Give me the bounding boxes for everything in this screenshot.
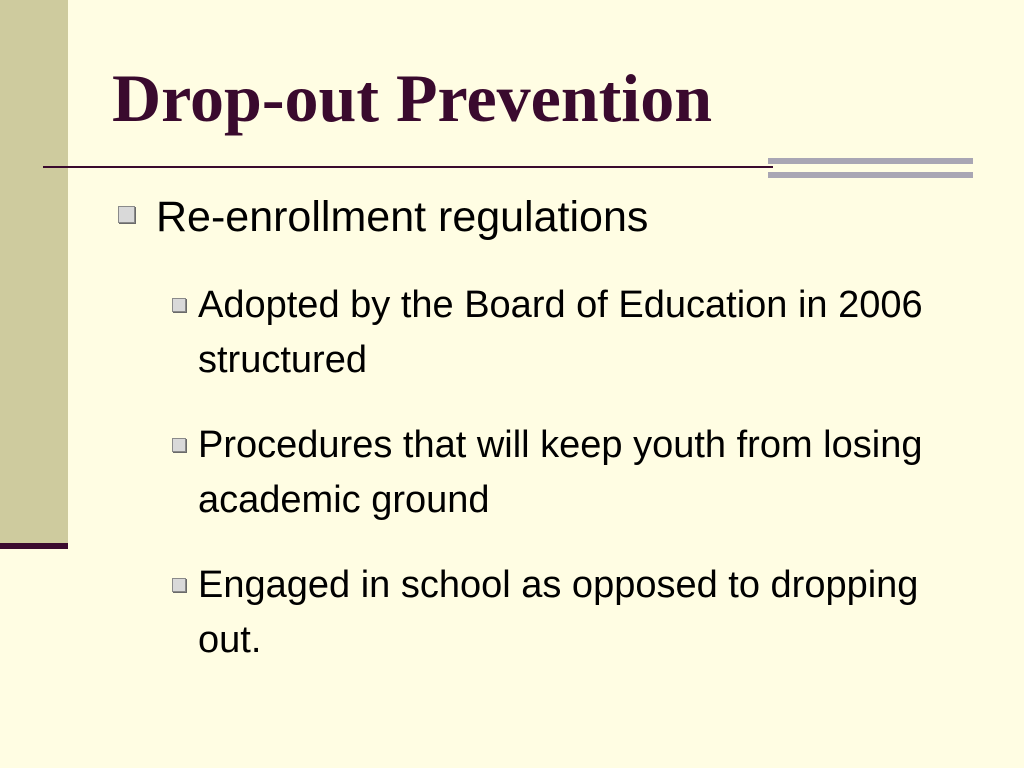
- sub-bullet-adopted: [168, 278, 968, 388]
- left-decor-band: [0, 0, 68, 548]
- sub-bullet-text: Engaged in school as opposed to dropping out.: [198, 564, 919, 661]
- accent-bar-bottom: [768, 172, 973, 178]
- square-bullet-icon: [172, 298, 186, 312]
- left-decor-rule: [0, 543, 68, 549]
- slide-title: Drop-out Prevention: [112, 60, 713, 136]
- square-bullet-icon: [118, 206, 135, 223]
- sub-bullet-text: Adopted by the Board of Education in 2006 structured: [198, 284, 923, 381]
- bullet-text: Re-enrollment regulations: [156, 193, 649, 241]
- square-bullet-icon: [172, 578, 186, 592]
- title-underline: [43, 166, 773, 168]
- sub-bullet-text: Procedures that will keep youth from losing academic ground: [198, 424, 923, 521]
- sub-bullet-engaged: [168, 558, 968, 668]
- accent-bar-top: [768, 158, 973, 164]
- sub-bullet-procedures: [168, 418, 968, 528]
- bullet-reenrollment: [118, 190, 648, 244]
- square-bullet-icon: [172, 438, 186, 452]
